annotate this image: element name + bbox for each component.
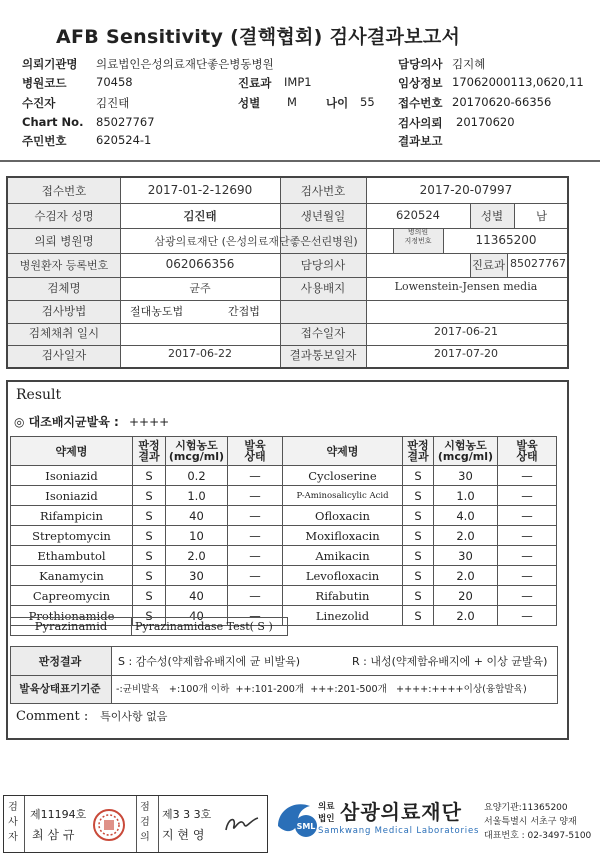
verifier-signature	[222, 810, 262, 838]
specimen-label: 검체명	[47, 281, 81, 295]
judge-legend-r: R : 내성(약제함유배지에 + 이상 균발육)	[352, 655, 548, 668]
header-growth-left: 발육 상태	[228, 437, 283, 466]
table-row	[11, 586, 557, 606]
drug-name: Isoniazid	[11, 486, 133, 506]
clinical-info-value: 17062000113,0620,11	[452, 75, 584, 89]
rrn-value: 620524-1	[96, 133, 152, 147]
growth-legend-text: -:균비발육 +:100개 이하 ++:101-200개 +++:201-500개 ++++:++++이상(융합발육)	[116, 684, 527, 695]
drug-growth: —	[498, 526, 557, 546]
drug-result: S	[403, 566, 434, 586]
drug-name: Cycloserine	[283, 466, 403, 486]
svg-text:SML: SML	[296, 822, 316, 831]
table-row	[11, 546, 557, 566]
drug-growth: —	[498, 466, 557, 486]
drug-growth: —	[498, 506, 557, 526]
sex-value: M	[287, 95, 297, 109]
birth-value: 620524	[396, 208, 440, 222]
header-conc-left: 시험농도 (mcg/ml)	[166, 437, 228, 466]
drug-result: S	[403, 526, 434, 546]
comment-label: Comment :	[16, 709, 89, 724]
dept-label: 진료과	[238, 76, 272, 90]
specimen-value: 균주	[189, 282, 211, 295]
drug-conc: 2.0	[166, 546, 228, 566]
control-culture-label: ◎ 대조배지균발육 :	[14, 415, 119, 429]
pza-result: Pyrazinamidase Test( S )	[131, 617, 288, 636]
request-value: 20170620	[456, 115, 515, 129]
drug-name: Ethambutol	[11, 546, 133, 566]
drug-name: Prothionamide	[11, 606, 133, 626]
result-title: Result	[16, 387, 62, 403]
notify-date-value: 2017-07-20	[434, 347, 498, 360]
designation-label-1: 병의원	[407, 228, 429, 236]
hospital-value: 삼광의료재단 (은성의료재단좋은선린병원)	[154, 235, 358, 248]
examiner-seal-stamp	[92, 808, 126, 842]
drug-conc: 30	[434, 466, 498, 486]
table-row	[11, 526, 557, 546]
header-growth-right: 발육 상태	[498, 437, 557, 466]
hospital-code-label: 병원코드	[22, 76, 67, 90]
drug-growth: —	[228, 466, 283, 486]
age-label: 나이	[326, 96, 349, 110]
drug-growth: —	[228, 486, 283, 506]
receipt-no-value: 2017-01-2-12690	[147, 183, 253, 197]
test-no-value: 2017-20-07997	[419, 183, 513, 197]
drug-conc: 2.0	[434, 606, 498, 626]
info-sex-value: 남	[535, 209, 548, 223]
drug-conc: 30	[434, 546, 498, 566]
sex-label: 성별	[238, 96, 261, 110]
drug-growth: —	[498, 486, 557, 506]
drug-name: Streptomycin	[11, 526, 133, 546]
drug-growth: —	[228, 506, 283, 526]
method-label: 검사방법	[41, 304, 87, 318]
drug-conc: 20	[434, 586, 498, 606]
drug-growth: —	[498, 586, 557, 606]
drug-result: S	[133, 566, 166, 586]
header-drug-left: 약제명	[11, 437, 133, 466]
drug-name: Kanamycin	[11, 566, 133, 586]
drug-growth: —	[228, 586, 283, 606]
control-culture-value: ++++	[128, 415, 170, 429]
drug-result: S	[403, 546, 434, 566]
examiner-no: 제11194호	[30, 808, 87, 821]
receipt-date-value: 2017-06-21	[434, 325, 498, 338]
document-title: AFB Sensitivity (결핵협회) 검사결과보고서	[56, 26, 461, 48]
institution-value: 의료법인은성의료재단좋은병동병원	[96, 57, 274, 71]
drug-conc: 10	[166, 526, 228, 546]
method-value-1: 절대농도법	[130, 305, 184, 318]
drug-result: S	[133, 506, 166, 526]
verifier-no: 제3 3 3호	[162, 808, 212, 821]
drug-growth: —	[228, 526, 283, 546]
pza-drug-name: Pyrazinamid	[10, 617, 132, 636]
org-prefix-2: 법인	[318, 814, 335, 824]
table-row	[11, 506, 557, 526]
org-english: Samkwang Medical Laboratories	[318, 826, 480, 836]
hospital-code-value: 70458	[96, 75, 133, 89]
dept-value: IMP1	[284, 75, 312, 89]
drug-conc: 40	[166, 506, 228, 526]
info-dept-label: 진료과	[471, 258, 506, 272]
drug-growth: —	[228, 566, 283, 586]
drug-conc: 1.0	[434, 486, 498, 506]
comment-text: 특이사항 없음	[100, 710, 168, 723]
test-no-label: 검사번호	[300, 184, 346, 198]
verifier-name: 지 현 영	[162, 828, 205, 842]
reg-no-value: 062066356	[165, 257, 235, 271]
clinical-info-label: 임상정보	[398, 76, 443, 90]
patient-label: 수진자	[22, 96, 56, 110]
org-prefix-1: 의료	[318, 802, 335, 812]
receipt-no-label: 접수번호	[41, 184, 87, 198]
drug-name: Moxifloxacin	[283, 526, 403, 546]
verifier-tag: 점검의	[140, 802, 150, 843]
drug-result: S	[133, 586, 166, 606]
drug-name: Linezolid	[283, 606, 403, 626]
drug-result: S	[133, 546, 166, 566]
drug-result: S	[133, 526, 166, 546]
drug-result: S	[403, 466, 434, 486]
org-address: 서울특별시 서초구 양재	[484, 817, 577, 827]
patient-name-value: 김진태	[183, 209, 217, 223]
drug-conc: 0.2	[166, 466, 228, 486]
drug-conc: 40	[166, 586, 228, 606]
drug-conc: 4.0	[434, 506, 498, 526]
reg-no-label: 병원환자 등록번호	[19, 259, 109, 272]
drug-name: Rifabutin	[283, 586, 403, 606]
org-phone: 대표번호 : 02-3497-5100	[484, 831, 592, 841]
drug-growth: —	[228, 546, 283, 566]
drug-name: Rifampicin	[11, 506, 133, 526]
drug-conc: 30	[166, 566, 228, 586]
drug-result: S	[403, 506, 434, 526]
drug-result: S	[403, 486, 434, 506]
examiner-tag: 검사자	[8, 802, 18, 843]
header-drug-right: 약제명	[283, 437, 403, 466]
hospital-label: 의뢰 병원명	[34, 234, 94, 248]
drug-sensitivity-table	[10, 436, 557, 626]
judge-legend-s: S : 감수성(약제함유배지에 균 비발육)	[118, 655, 301, 668]
rrn-label: 주민번호	[22, 134, 67, 148]
notify-date-label: 결과통보일자	[289, 348, 357, 362]
info-dept-value: 85027767	[510, 257, 566, 270]
collect-date-label: 검체채취 일시	[28, 326, 100, 340]
header-judge-left: 판정 결과	[133, 437, 166, 466]
drug-growth: —	[498, 566, 557, 586]
patient-value: 김진태	[96, 96, 130, 110]
receipt-value: 20170620-66356	[452, 95, 552, 109]
drug-name: Levofloxacin	[283, 566, 403, 586]
test-date-value: 2017-06-22	[168, 347, 232, 360]
designation-value: 11365200	[475, 233, 537, 247]
attending-doctor-label: 담당의사	[300, 258, 346, 272]
drug-result: S	[403, 606, 434, 626]
org-code: 요양기관:11365200	[484, 803, 568, 813]
drug-conc: 2.0	[434, 566, 498, 586]
sml-logo-icon	[272, 796, 320, 844]
comment-line	[16, 708, 167, 724]
institution-label: 의뢰기관명	[22, 57, 78, 71]
drug-result: S	[133, 466, 166, 486]
drug-growth: —	[498, 546, 557, 566]
drug-conc: 1.0	[166, 486, 228, 506]
receipt-label: 접수번호	[398, 96, 443, 110]
doctor-label: 담당의사	[398, 57, 443, 71]
chart-no-value: 85027767	[96, 115, 155, 129]
growth-legend-label: 발육상태표기기준	[19, 683, 101, 695]
doctor-value: 김지혜	[452, 57, 486, 71]
drug-name: Capreomycin	[11, 586, 133, 606]
control-culture-line	[14, 413, 169, 430]
examiner-name: 최 삼 규	[32, 828, 75, 842]
info-sex-label: 성별	[480, 209, 504, 223]
drug-name: Amikacin	[283, 546, 403, 566]
birth-label: 생년월일	[300, 209, 346, 223]
drug-name: Ofloxacin	[283, 506, 403, 526]
table-row	[11, 566, 557, 586]
drug-growth: —	[228, 606, 283, 626]
judge-legend-label: 판정결과	[38, 655, 82, 668]
table-row	[11, 486, 557, 506]
header-divider	[0, 160, 600, 162]
report-label: 결과보고	[398, 134, 443, 148]
drug-result: S	[133, 486, 166, 506]
patient-name-label: 수검자 성명	[34, 209, 94, 223]
drug-conc: 2.0	[434, 526, 498, 546]
chart-no-label: Chart No.	[22, 115, 84, 129]
table-header-row	[11, 437, 557, 466]
table-row	[11, 466, 557, 486]
receipt-date-label: 접수일자	[300, 326, 346, 340]
medium-label: 사용배지	[300, 281, 346, 295]
drug-result: S	[133, 606, 166, 626]
request-label: 검사의뢰	[398, 116, 443, 130]
medium-value: Lowenstein-Jensen media	[394, 280, 538, 293]
designation-label-2: 지정번호	[404, 237, 432, 245]
org-name: 삼광의료재단	[340, 800, 462, 824]
drug-growth: —	[498, 606, 557, 626]
age-value: 55	[360, 95, 375, 109]
drug-conc: 40	[166, 606, 228, 626]
header-conc-right: 시험농도 (mcg/ml)	[434, 437, 498, 466]
method-value-2: 간접법	[228, 305, 260, 318]
drug-name: Isoniazid	[11, 466, 133, 486]
drug-name: P-Aminosalicylic Acid	[283, 486, 403, 506]
drug-result: S	[403, 586, 434, 606]
header-judge-right: 판정 결과	[403, 437, 434, 466]
test-date-label: 검사일자	[41, 348, 87, 362]
